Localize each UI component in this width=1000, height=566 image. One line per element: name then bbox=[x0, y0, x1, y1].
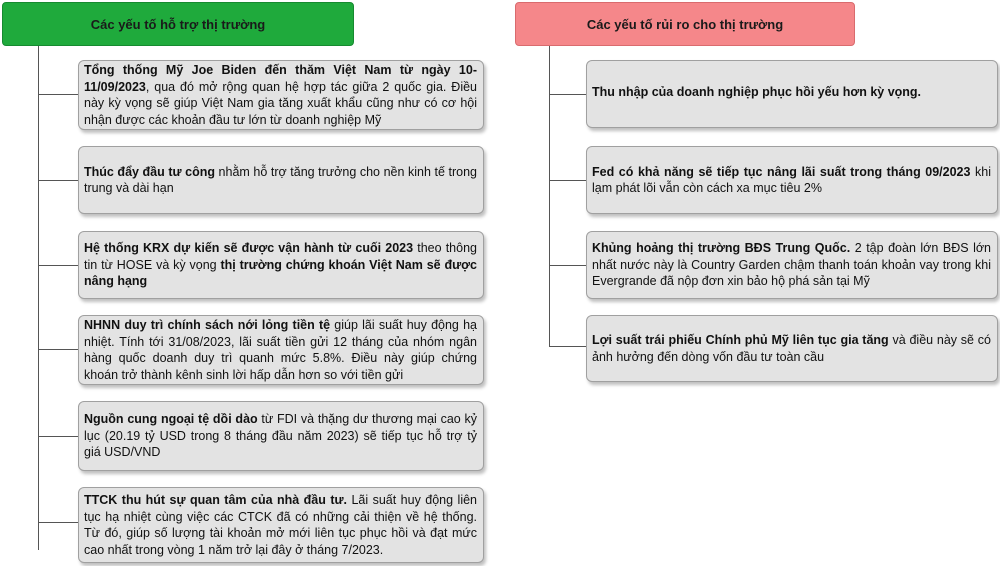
risk-factor-text bbox=[592, 240, 991, 290]
emphasis-text: Thu nhập của doanh nghiệp phục hồi yếu hơn kỳ vọng. bbox=[592, 84, 922, 99]
emphasis-text: TTCK thu hút sự quan tâm của nhà đầu tư. bbox=[84, 493, 348, 507]
support-factor-card bbox=[78, 146, 484, 214]
support-factor-text bbox=[84, 164, 477, 197]
body-text: từ FDI và thặng dư thương mại cao kỷ lục (20.19 tỷ USD trong 8 tháng đầu năm 2023) sẽ tiếp tục hỗ trợ tỷ giá USD/VND bbox=[84, 412, 477, 460]
right-branch-line bbox=[549, 265, 586, 266]
emphasis-text: Tổng thống Mỹ Joe Biden đến thăm Việt Nam từ ngày 10-11/09/2023 bbox=[84, 63, 477, 94]
body-text: , qua đó mở rộng quan hệ hợp tác giữa 2 quốc gia. Điều này kỳ vọng sẽ giúp Việt Nam gia tăng xuất khẩu cũng như có cơ hội nhận được các khoản đầu tư lớn từ doanh nghiệp Mỹ bbox=[84, 79, 477, 127]
left-branch-line bbox=[38, 522, 78, 523]
support-factor-card bbox=[78, 60, 484, 130]
left-branch-line bbox=[38, 180, 78, 181]
support-factor-text bbox=[84, 492, 477, 558]
support-factors-title: Các yếu tố hỗ trợ thị trường bbox=[90, 16, 266, 32]
risk-factor-card bbox=[586, 146, 998, 214]
body-text: 2 tập đoàn lớn BĐS lớn nhất nước này là Country Garden chậm thanh toán khoản vay trong khi Evergrande đã nộp đơn xin bảo hộ phá sản tại Mỹ bbox=[592, 241, 991, 289]
left-branch-line bbox=[38, 265, 78, 266]
emphasis-text: Fed có khả năng sẽ tiếp tục nâng lãi suất trong tháng 09/2023 bbox=[592, 164, 971, 179]
risk-factor-card bbox=[586, 231, 998, 299]
body-text: giúp lãi suất huy động hạ nhiệt. Tính tới 31/08/2023, lãi suất tiền gửi 12 tháng của nhóm ngân hàng quốc doanh duy trì quanh mức 5.8%. Điều này giúp chứng khoán trở thành kênh sinh lời hấp dẫn hơn so với tiền gửi bbox=[84, 318, 477, 382]
support-factor-text bbox=[84, 411, 477, 461]
body-text: khi lạm phát lõi vẫn còn cách xa mục tiêu 2% bbox=[592, 164, 991, 195]
emphasis-text: Hệ thống KRX dự kiến sẽ được vận hành từ cuối 2023 bbox=[84, 241, 414, 256]
risk-factors-header bbox=[515, 2, 855, 46]
support-factor-card bbox=[78, 315, 484, 385]
support-factor-card bbox=[78, 487, 484, 563]
risk-factor-text bbox=[592, 84, 991, 101]
body-text: theo thông tin từ HOSE và kỳ vọng bbox=[84, 241, 477, 272]
right-branch-line bbox=[549, 180, 586, 181]
risk-factor-card bbox=[586, 315, 998, 382]
emphasis-text: Lợi suất trái phiếu Chính phủ Mỹ liên tục gia tăng bbox=[592, 333, 889, 347]
emphasis-text: Khủng hoảng thị trường BĐS Trung Quốc. bbox=[592, 241, 851, 256]
risk-factor-text bbox=[592, 332, 991, 365]
left-trunk-line bbox=[38, 46, 39, 550]
left-branch-line bbox=[38, 436, 78, 437]
support-factor-text bbox=[84, 317, 477, 383]
emphasis-text: Nguồn cung ngoại tệ dồi dào bbox=[84, 412, 258, 427]
right-branch-line bbox=[549, 94, 586, 95]
left-branch-line bbox=[38, 349, 78, 350]
risk-factor-text bbox=[592, 164, 991, 197]
support-factors-header bbox=[2, 2, 354, 46]
body-text: Lãi suất huy động liên tục hạ nhiệt cùng việc các CTCK đã có những cải thiện về hệ thống. Từ đó, giúp số lượng tài khoản mở mới liên tục phục hồi và đạt mức cao nhất trong vòng 1 năm trở lại đây ở tháng 7/2023. bbox=[84, 493, 477, 557]
left-branch-line bbox=[38, 94, 78, 95]
support-factor-card bbox=[78, 231, 484, 299]
support-factor-text bbox=[84, 62, 477, 128]
support-factor-text bbox=[84, 240, 477, 290]
risk-factors-title: Các yếu tố rủi ro cho thị trường bbox=[586, 16, 784, 32]
body-text: nhằm hỗ trợ tăng trưởng cho nền kinh tế trong trung và dài hạn bbox=[84, 164, 477, 195]
emphasis-text: Thúc đẩy đầu tư công bbox=[84, 164, 215, 179]
emphasis-text: NHNN duy trì chính sách nới lỏng tiền tệ bbox=[84, 318, 331, 332]
body-text: và điều này sẽ có ảnh hưởng đến dòng vốn đầu tư toàn cầu bbox=[592, 333, 991, 364]
right-branch-line bbox=[549, 346, 586, 347]
right-trunk-line bbox=[549, 46, 550, 347]
support-factor-card bbox=[78, 401, 484, 471]
emphasis-text: thị trường chứng khoán Việt Nam sẽ được nâng hạng bbox=[84, 257, 477, 289]
risk-factor-card bbox=[586, 60, 998, 128]
